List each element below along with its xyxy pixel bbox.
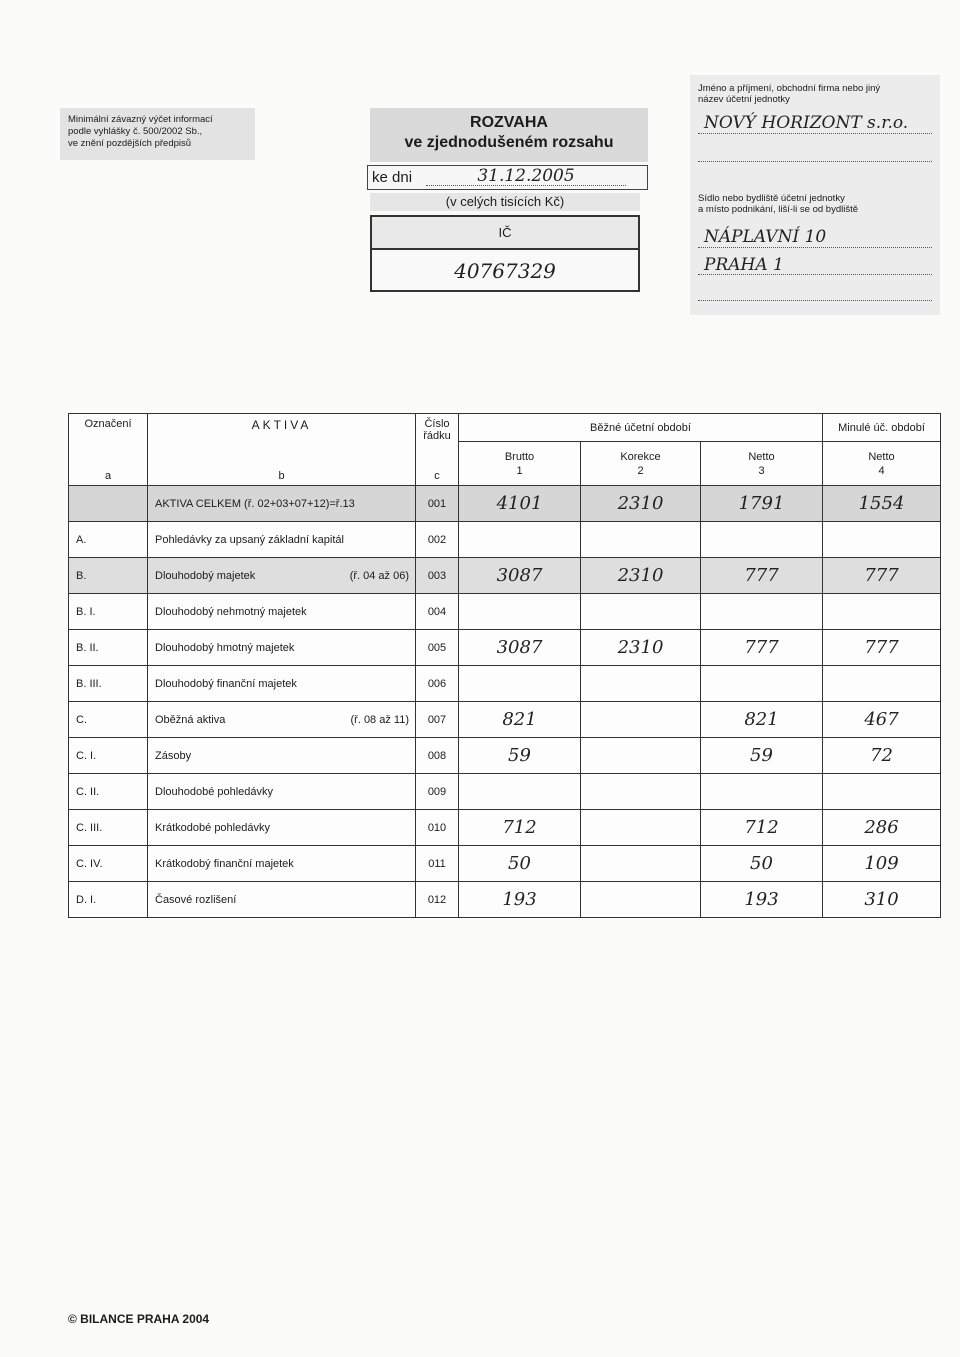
designation-header-key: a [104,470,112,482]
brutto-value: 821 [459,702,581,738]
designation-header-label: Označení [84,418,132,430]
entity-address-line: PRAHA 1 [704,255,784,275]
row-number: 007 [416,702,459,738]
entity-name-label: Jméno a příjmení, obchodní firma nebo jiný [698,83,881,94]
row-label: Dlouhodobý majetek [155,569,256,582]
netto-previous-value [823,666,941,702]
netto-previous-value: 777 [823,558,941,594]
brutto-value [459,774,581,810]
row-designation: B. I. [69,594,148,630]
brutto-value [459,666,581,702]
row-label: Krátkodobý finanční majetek [148,846,416,882]
document-title-block [370,108,648,162]
balance-date-value: 31.12.2005 [426,166,626,186]
netto-previous-value [823,774,941,810]
row-number: 002 [416,522,459,558]
netto-current-value: 821 [701,702,823,738]
dotted-line [698,247,932,248]
netto-current-value [701,774,823,810]
brutto-value [459,594,581,630]
document-subtitle: ve zjednodušeném rozsahu [404,134,614,151]
entity-box [690,75,940,315]
copyright-footer: © BILANCE PRAHA 2004 [68,1312,210,1326]
row-designation: A. [69,522,148,558]
table-row [69,594,941,630]
netto-current-header [701,442,823,486]
table-row [69,702,941,738]
netto-previous-value: 72 [823,738,941,774]
row-note: (ř. 08 až 11) [350,713,409,726]
row-designation [69,486,148,522]
table-row [69,810,941,846]
korekce-value [581,666,701,702]
column-key: 4 [878,464,885,477]
entity-name-value: NOVÝ HORIZONT s.r.o. [704,113,909,133]
table-row [69,846,941,882]
current-period-header: Běžné účetní období [459,414,823,442]
netto-previous-value: 1554 [823,486,941,522]
assets-header-key: b [278,470,285,482]
row-number: 001 [416,486,459,522]
row-number: 012 [416,882,459,918]
dotted-line [698,161,932,162]
table-row [69,486,941,522]
balance-date-box [367,165,648,190]
entity-address-label: a místo podnikání, liší-li se od bydliště [698,204,858,215]
netto-previous-value: 286 [823,810,941,846]
document-title: ROZVAHA [470,114,548,131]
table-row [69,630,941,666]
row-designation: C. [69,702,148,738]
table-row [69,774,941,810]
designation-header [69,414,148,486]
assets-header [148,414,416,486]
table-row [69,522,941,558]
row-label: Oběžná aktiva [155,713,226,726]
netto-current-value: 193 [701,882,823,918]
netto-current-value: 777 [701,630,823,666]
brutto-value: 3087 [459,630,581,666]
row-designation: B. II. [69,630,148,666]
row-number-header [416,414,459,486]
brutto-value: 50 [459,846,581,882]
row-designation: C. I. [69,738,148,774]
row-number: 008 [416,738,459,774]
row-label: Pohledávky za upsaný základní kapitál [148,522,416,558]
ico-value: 40767329 [454,259,556,283]
netto-previous-value: 777 [823,630,941,666]
netto-current-value: 777 [701,558,823,594]
row-label: Krátkodobé pohledávky [148,810,416,846]
row-label: Dlouhodobý nehmotný majetek [148,594,416,630]
row-number: 004 [416,594,459,630]
netto-current-value: 1791 [701,486,823,522]
table-row [69,666,941,702]
row-designation: C. IV. [69,846,148,882]
row-label: Dlouhodobé pohledávky [148,774,416,810]
dotted-line [698,274,932,275]
row-label-cell [148,558,416,594]
dotted-line [698,300,932,301]
column-label: Netto [868,450,895,463]
ico-box [370,215,640,292]
netto-previous-value [823,594,941,630]
brutto-value: 4101 [459,486,581,522]
netto-current-value [701,666,823,702]
brutto-header [459,442,581,486]
row-note: (ř. 04 až 06) [349,569,409,582]
netto-current-value [701,522,823,558]
row-number: 006 [416,666,459,702]
table-row [69,738,941,774]
netto-current-value: 712 [701,810,823,846]
brutto-value: 712 [459,810,581,846]
assets-table [68,413,941,918]
korekce-value [581,882,701,918]
entity-name-label: název účetní jednotky [698,94,790,105]
row-designation: C. II. [69,774,148,810]
brutto-value: 193 [459,882,581,918]
korekce-value: 2310 [581,486,701,522]
column-label: Netto [748,450,775,463]
brutto-value [459,522,581,558]
brutto-value: 59 [459,738,581,774]
netto-previous-value: 310 [823,882,941,918]
table-header-row [69,414,941,442]
column-key: 1 [516,464,523,477]
korekce-value [581,774,701,810]
row-number-header-label: Číslo řádku [423,418,451,442]
legal-notice-line: podle vyhlášky č. 500/2002 Sb., [68,126,203,137]
korekce-value [581,594,701,630]
row-designation: B. [69,558,148,594]
legal-notice-line: Minimální závazný výčet informací [68,114,213,125]
row-designation: C. III. [69,810,148,846]
dotted-line [698,133,932,134]
netto-previous-value: 109 [823,846,941,882]
korekce-value: 2310 [581,558,701,594]
legal-notice-line: ve znění pozdějších předpisů [68,138,192,149]
korekce-value [581,522,701,558]
row-number: 011 [416,846,459,882]
netto-current-value: 59 [701,738,823,774]
entity-address-label: Sídlo nebo bydliště účetní jednotky [698,193,845,204]
row-designation: D. I. [69,882,148,918]
korekce-header [581,442,701,486]
row-number: 003 [416,558,459,594]
row-label: Časové rozlišení [148,882,416,918]
column-key: 3 [758,464,765,477]
row-number: 009 [416,774,459,810]
entity-address-line: NÁPLAVNÍ 10 [704,227,827,247]
previous-period-header: Minulé úč. období [823,414,941,442]
netto-current-value: 50 [701,846,823,882]
brutto-value: 3087 [459,558,581,594]
korekce-value [581,810,701,846]
row-number-header-key: c [434,470,440,482]
table-row [69,558,941,594]
korekce-value: 2310 [581,630,701,666]
row-label: Dlouhodobý finanční majetek [148,666,416,702]
row-number: 010 [416,810,459,846]
units-note: (v celých tisících Kč) [370,193,640,211]
column-key: 2 [637,464,644,477]
netto-previous-value: 467 [823,702,941,738]
row-label-cell [148,702,416,738]
balance-date-label: ke dni [372,169,413,186]
korekce-value [581,738,701,774]
korekce-value [581,846,701,882]
row-label: Dlouhodobý hmotný majetek [148,630,416,666]
legal-notice [60,108,255,160]
column-label: Brutto [504,450,535,463]
column-label: Korekce [620,450,661,463]
row-label: AKTIVA CELKEM (ř. 02+03+07+12)=ř.13 [148,486,416,522]
row-designation: B. III. [69,666,148,702]
table-row [69,882,941,918]
netto-current-value [701,594,823,630]
netto-previous-header [823,442,941,486]
row-number: 005 [416,630,459,666]
row-label: Zásoby [148,738,416,774]
assets-header-label: AKTIVA [251,418,312,432]
netto-previous-value [823,522,941,558]
ico-label: IČ [372,217,638,250]
korekce-value [581,702,701,738]
